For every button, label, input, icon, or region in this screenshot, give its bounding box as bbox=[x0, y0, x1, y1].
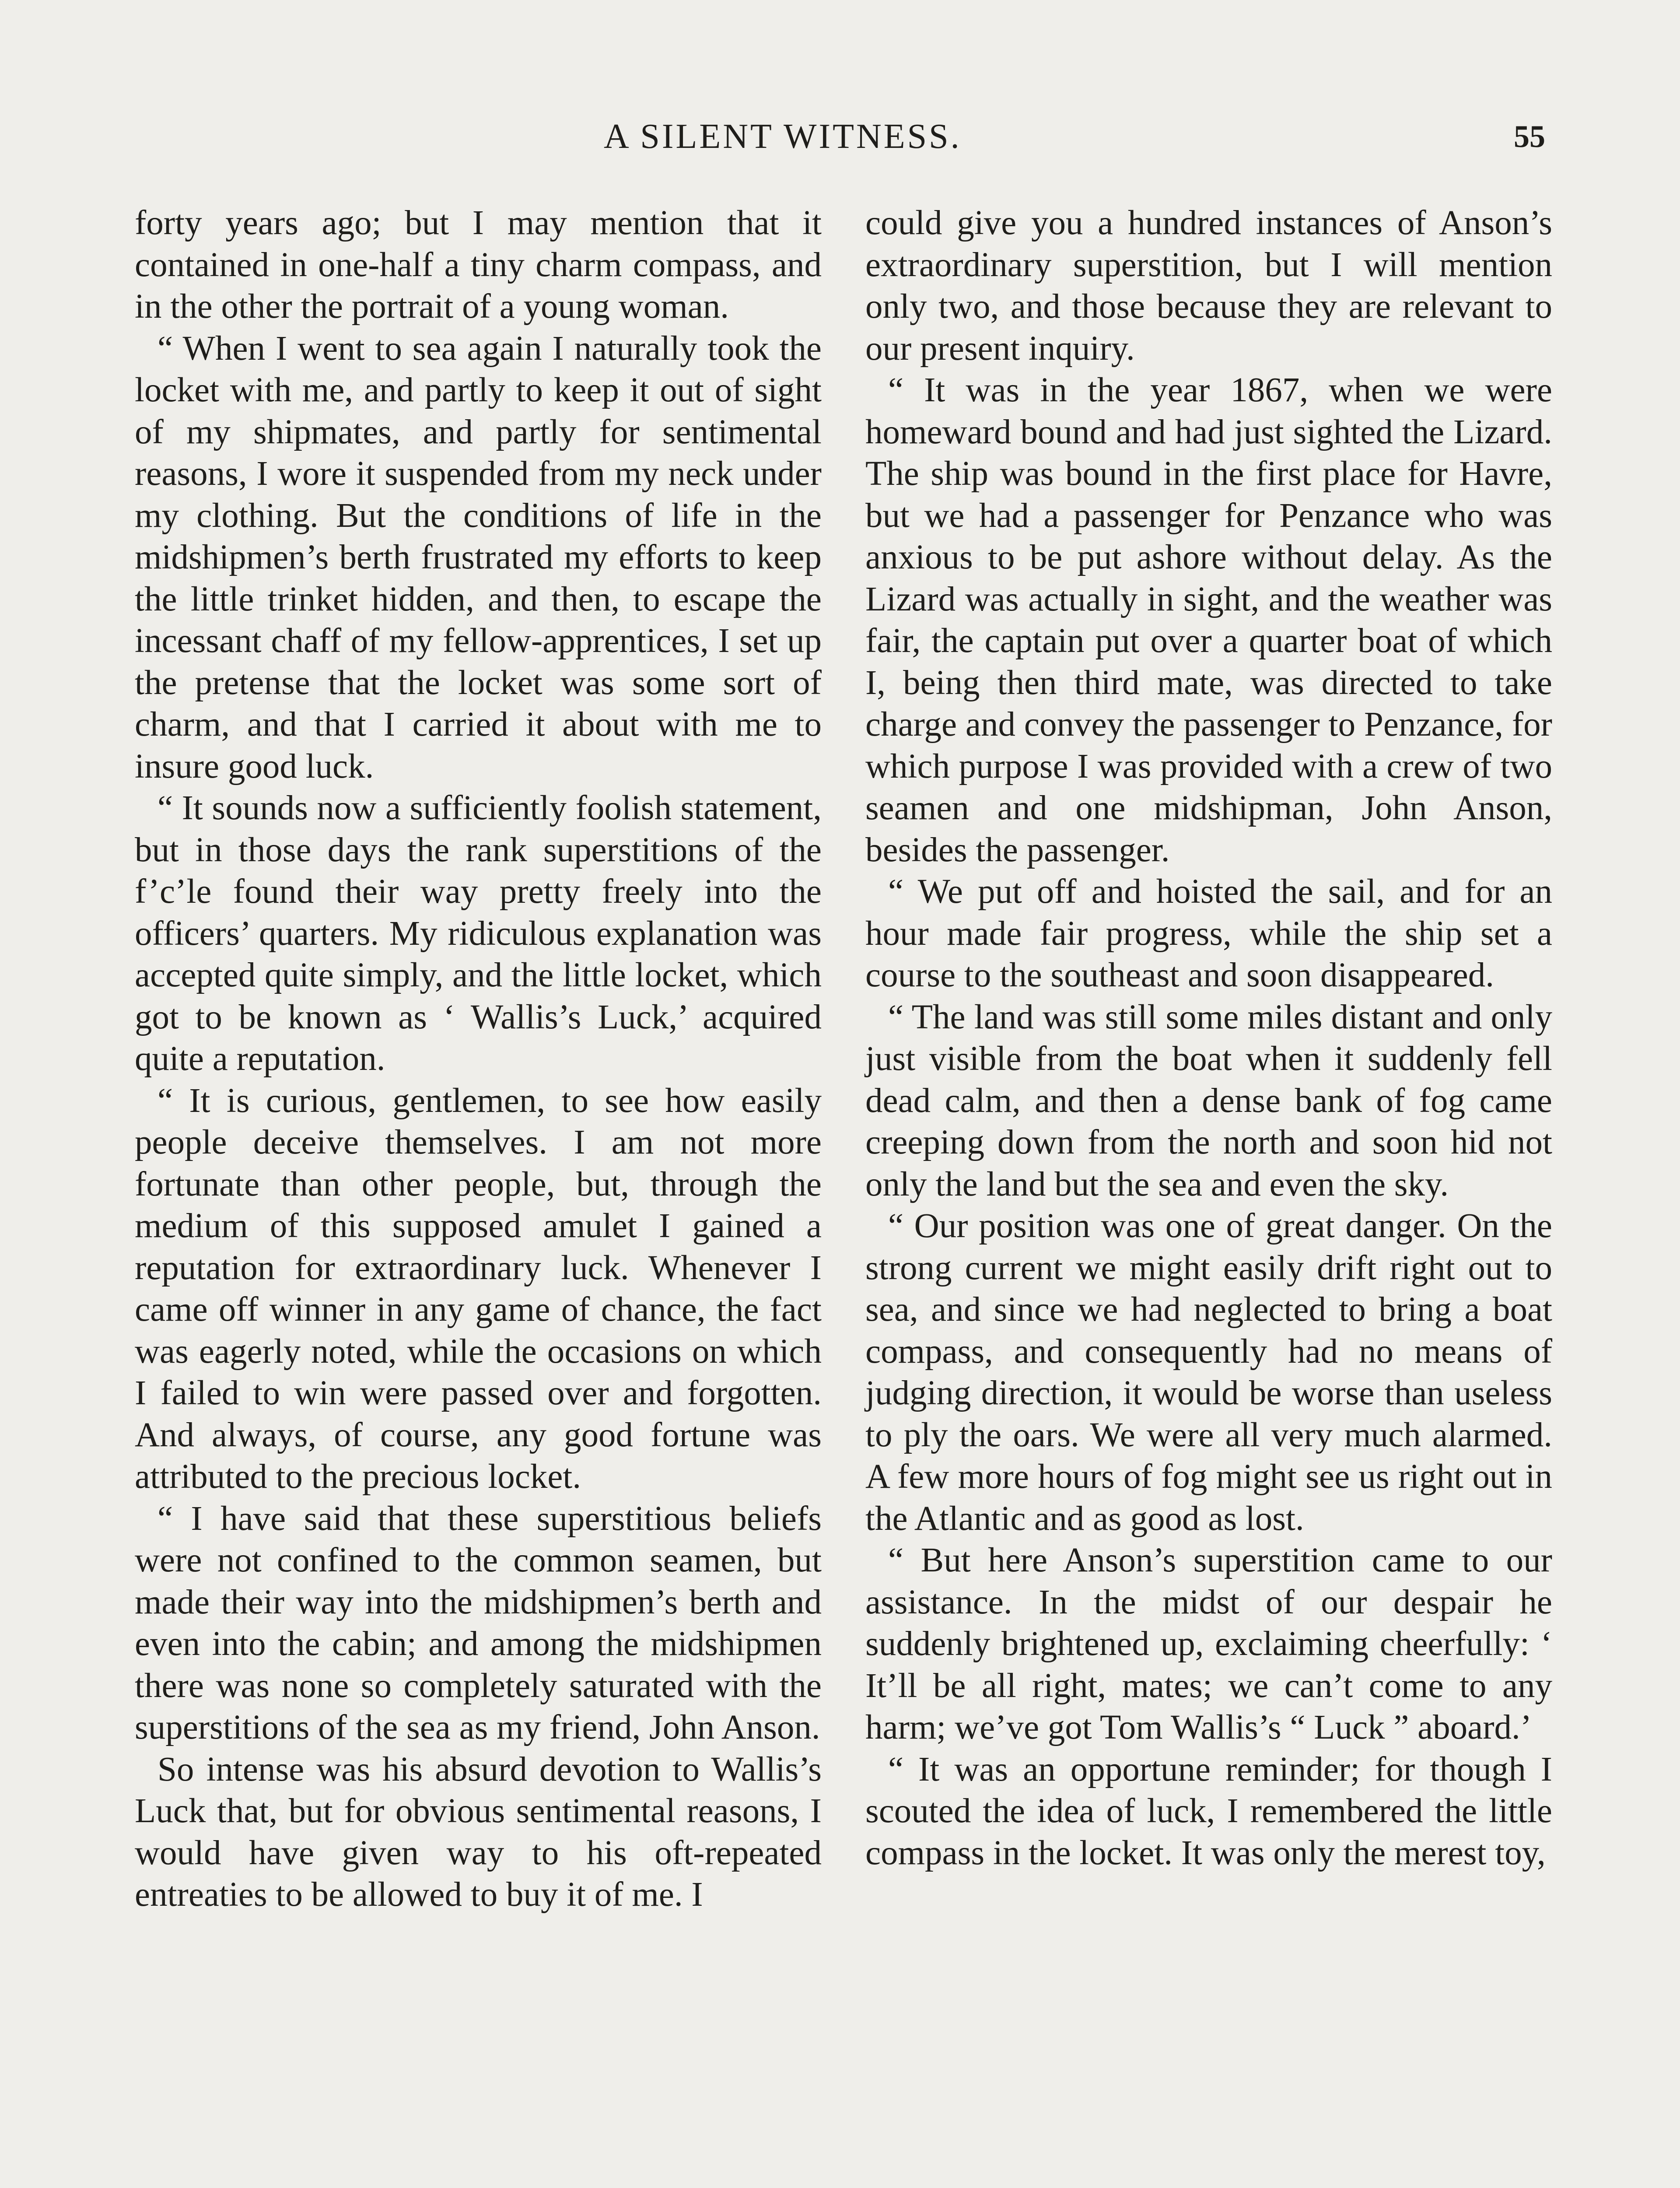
paragraph: “ It was an opportune reminder; for though I scouted the idea of luck, I remembered the little compass in the locket. It was only the merest toy, bbox=[865, 1750, 1552, 1872]
paragraph: “ It was in the year 1867, when we were homeward bound and had just sighted the Lizard. The ship was bound in the first place for Havre, but we had a passenger for Penzance who was anxious to be put ashore without delay. As the Lizard was actually in sight, and the weather was fair, the captain put over a quarter boat of which I, being then third mate, was directed to take charge and convey the passenger to Penzance, for which purpose I was provided with a crew of two seamen and one midshipman, John Anson, besides the passenger. bbox=[865, 371, 1552, 869]
paragraph: “ We put off and hoisted the sail, and for an hour made fair progress, while the ship set a course to the southeast and soon disappeared. bbox=[865, 873, 1552, 994]
paragraph: So intense was his absurd devotion to Wallis’s Luck that, but for obvious sentimental reasons, I would have given way to his oft-repeated entreaties to be allowed to buy it of me. I bbox=[135, 1750, 822, 1914]
paragraph: could give you a hundred instances of Anson’s extraordinary superstition, but I will mention only two, and those because they are relevant to our present inquiry. bbox=[865, 204, 1552, 368]
right-column bbox=[865, 202, 1552, 1874]
running-head bbox=[0, 115, 1680, 158]
paragraph: “ The land was still some miles distant and only just visible from the boat when it suddenly fell dead calm, and then a dense bank of fog came creeping down from the north and soon hid not only the land but the sea and even the sky. bbox=[865, 998, 1552, 1203]
paragraph: “ But here Anson’s superstition came to our assistance. In the midst of our despair he suddenly brightened up, exclaiming cheerfully: ‘ It’ll be all right, mates; we can’t come to any harm; we’ve got Tom Wallis’s “ Luck ” aboard.’ bbox=[865, 1541, 1552, 1746]
left-column bbox=[135, 202, 822, 1916]
paragraph: “ Our position was one of great danger. On the strong current we might easily drift right out to sea, and since we had neglected to bring a boat compass, and consequently had no means of judging direction, it would be worse than useless to ply the oars. We were all very much alarmed. A few more hours of fog might see us right out in the Atlantic and as good as lost. bbox=[865, 1207, 1552, 1538]
page-number: 55 bbox=[1514, 119, 1545, 154]
paragraph: “ I have said that these superstitious beliefs were not confined to the common seamen, but made their way into the midshipmen’s berth and even into the cabin; and among the midshipmen there was none so completely saturated with the superstitions of the sea as my friend, John Anson. bbox=[135, 1499, 822, 1746]
paragraph: “ It sounds now a sufficiently foolish statement, but in those days the rank superstitions of the f’c’le found their way pretty freely into the officers’ quarters. My ridiculous explanation was accepted quite simply, and the little locket, which got to be known as ‘ Wallis’s Luck,’ acquired quite a reputation. bbox=[135, 789, 822, 1078]
running-title: A SILENT WITNESS. bbox=[604, 117, 962, 156]
paragraph: “ It is curious, gentlemen, to see how easily people deceive themselves. I am not more fortunate than other people, but, through the medium of this supposed amulet I gained a reputation for extraordinary luck. Whenever I came off winner in any game of chance, the fact was eagerly noted, while the occasions on which I failed to win were passed over and forgotten. And always, of course, any good fortune was attributed to the precious locket. bbox=[135, 1081, 822, 1496]
paragraph: forty years ago; but I may mention that it contained in one-half a tiny charm compass, and in the other the portrait of a young woman. bbox=[135, 204, 822, 326]
paragraph: “ When I went to sea again I naturally took the locket with me, and partly to keep it out of sight of my shipmates, and partly for sentimental reasons, I wore it suspended from my neck under my clothing. But the conditions of life in the midshipmen’s berth frustrated my efforts to keep the little trinket hidden, and then, to escape the incessant chaff of my fellow-apprentices, I set up the pretense that the locket was some sort of charm, and that I carried it about with me to insure good luck. bbox=[135, 329, 822, 785]
